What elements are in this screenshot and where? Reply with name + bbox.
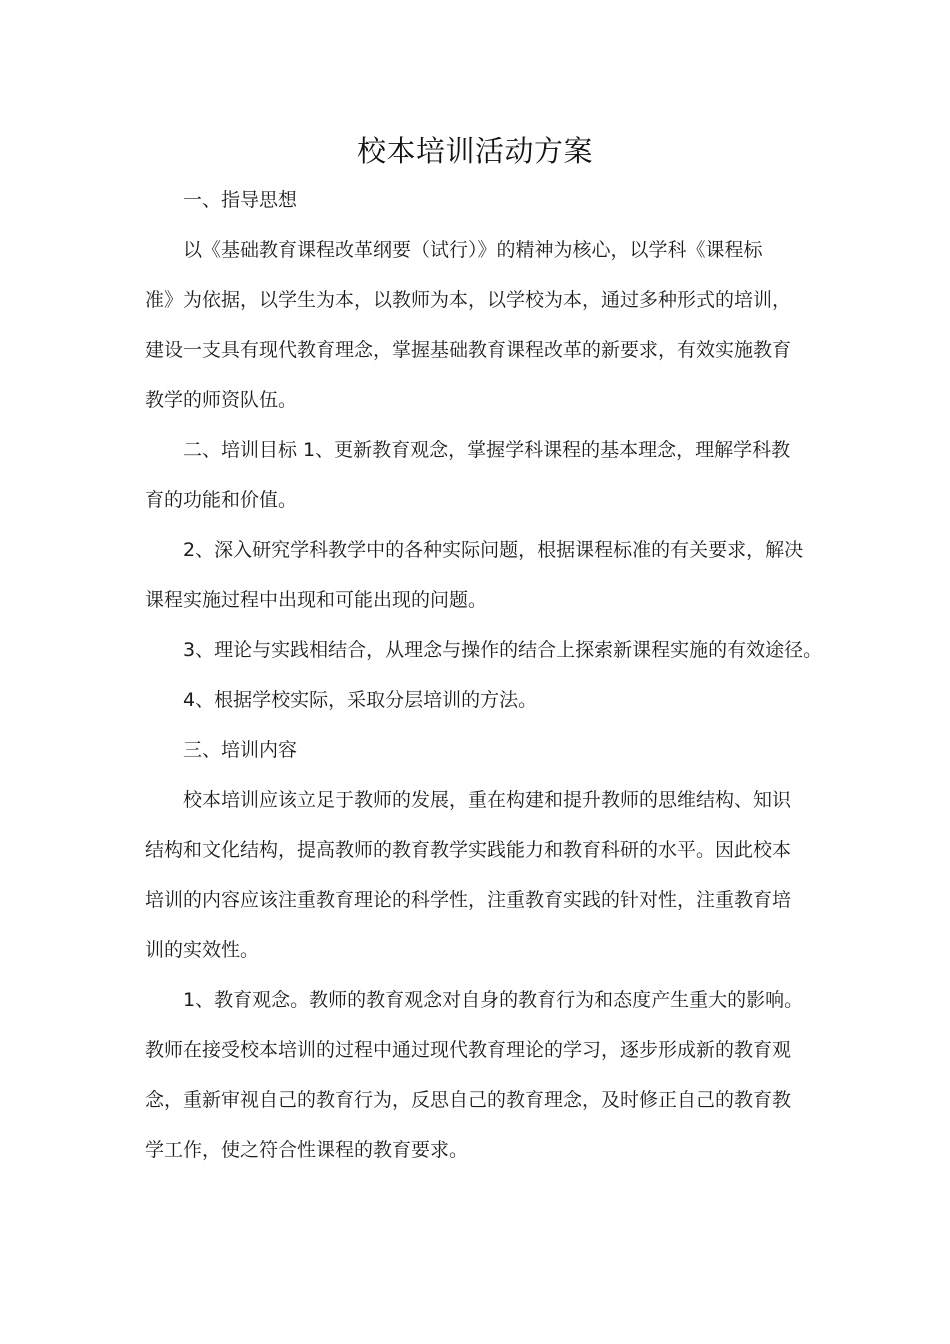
paragraph-line: 二、培训目标 1、更新教育观念，掌握学科课程的基本理念，理解学科教 xyxy=(183,439,791,461)
paragraph-line: 育的功能和价值。 xyxy=(145,489,298,511)
paragraph-line: 三、培训内容 xyxy=(183,739,298,761)
paragraph-line: 学工作，使之符合性课程的教育要求。 xyxy=(145,1139,469,1161)
document-body xyxy=(145,175,825,1175)
paragraph-line: 教师在接受校本培训的过程中通过现代教育理论的学习，逐步形成新的教育观 xyxy=(145,1039,792,1061)
paragraph-line: 结构和文化结构，提高教师的教育教学实践能力和教育科研的水平。因此校本 xyxy=(145,839,792,861)
paragraph-line: 4、根据学校实际，采取分层培训的方法。 xyxy=(183,689,538,711)
paragraph-line: 念，重新审视自己的教育行为，反思自己的教育理念，及时修正自己的教育教 xyxy=(145,1089,792,1111)
paragraph-line: 校本培训应该立足于教师的发展，重在构建和提升教师的思维结构、知识 xyxy=(183,789,792,811)
paragraph-line: 1、教育观念。教师的教育观念对自身的教育行为和态度产生重大的影响。 xyxy=(183,989,804,1011)
paragraph-line: 建设一支具有现代教育理念，掌握基础教育课程改革的新要求，有效实施教育 xyxy=(145,339,792,361)
paragraph-line: 2、深入研究学科教学中的各种实际问题，根据课程标准的有关要求，解决 xyxy=(183,539,804,561)
paragraph-line: 课程实施过程中出现和可能出现的问题。 xyxy=(145,589,488,611)
paragraph-line: 教学的师资队伍。 xyxy=(145,389,298,411)
paragraph-line: 3、理论与实践相结合，从理念与操作的结合上探索新课程实施的有效途径。 xyxy=(183,639,823,661)
paragraph-line: 以《基础教育课程改革纲要（试行）》的精神为核心，以学科《课程标 xyxy=(183,239,763,261)
paragraph-line: 准》为依据，以学生为本，以教师为本，以学校为本，通过多种形式的培训， xyxy=(145,289,792,311)
document-title: 校本培训活动方案 xyxy=(356,134,593,168)
paragraph-line: 一、指导思想 xyxy=(183,189,298,211)
paragraph-line: 培训的内容应该注重教育理论的科学性，注重教育实践的针对性，注重教育培 xyxy=(145,889,792,911)
paragraph-line: 训的实效性。 xyxy=(145,939,260,961)
